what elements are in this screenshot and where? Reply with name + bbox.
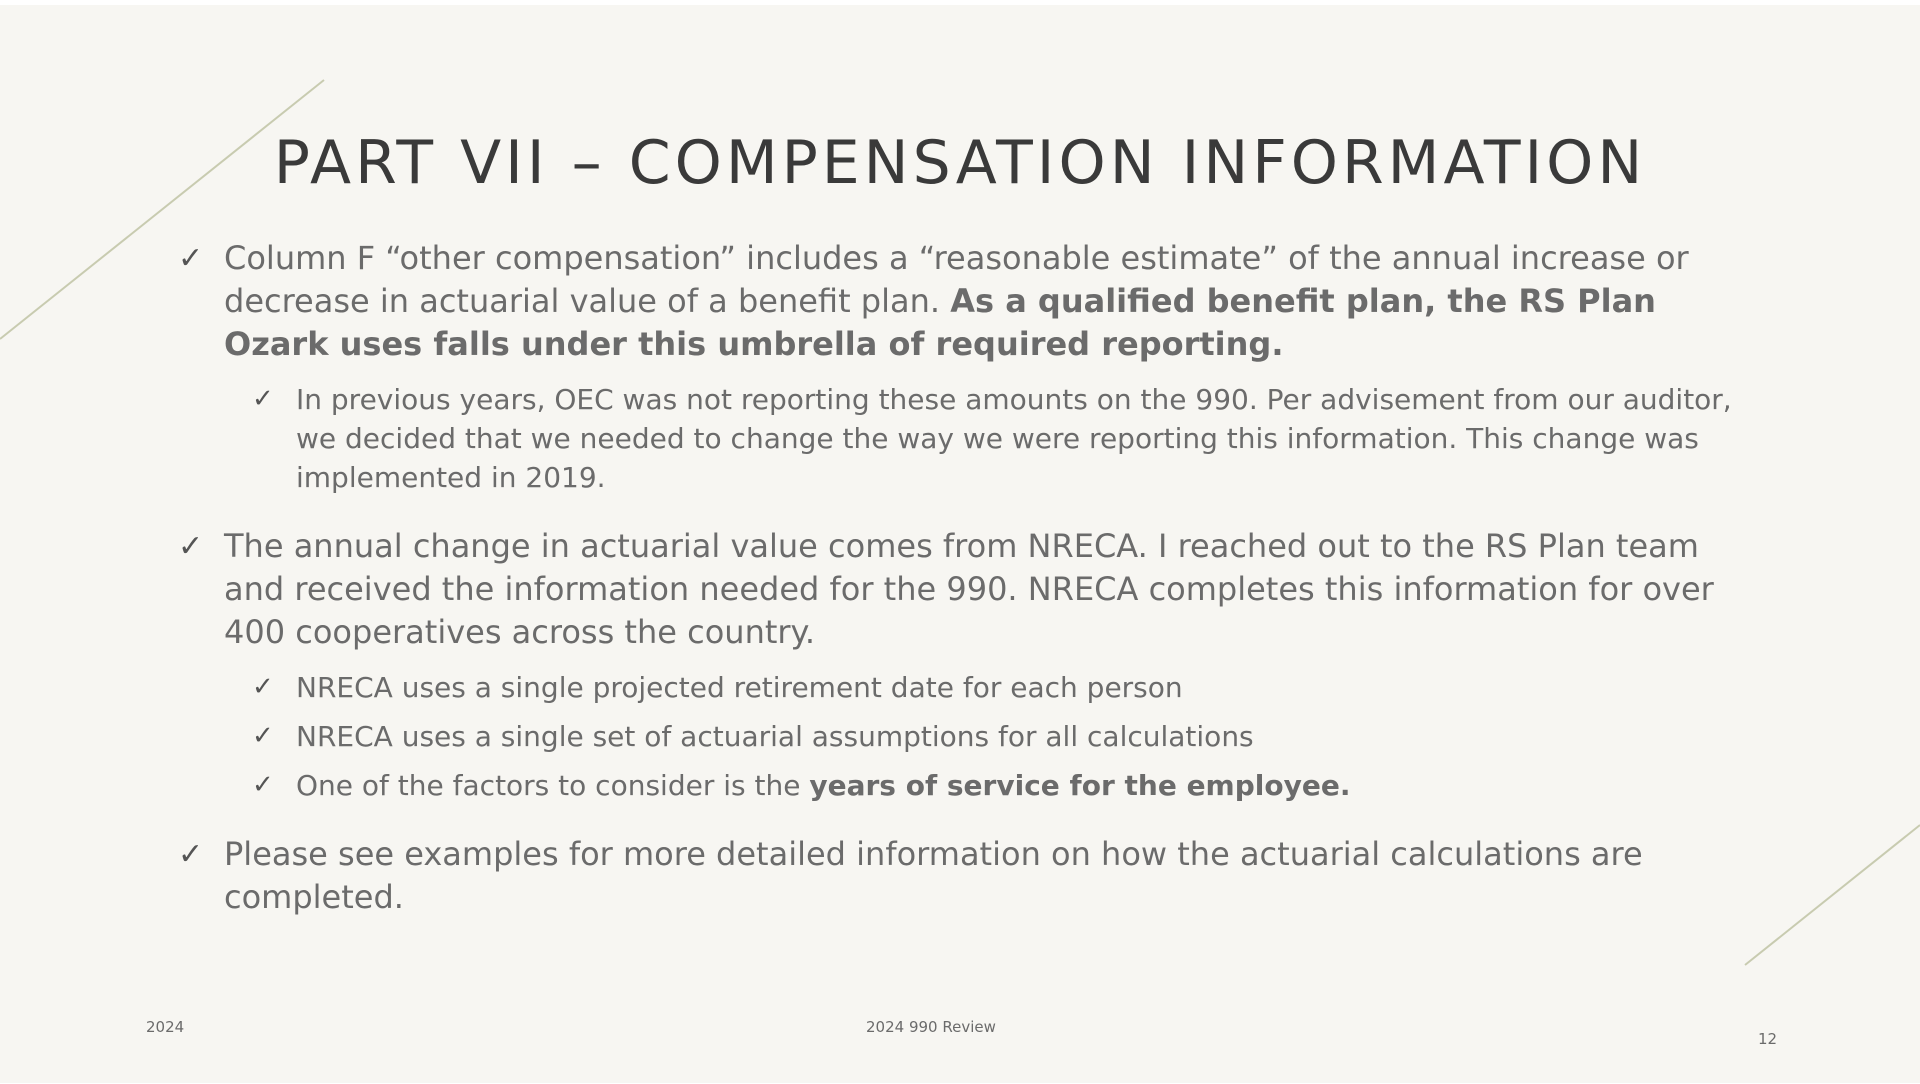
sub-bullet-years-of-service (178, 766, 1758, 805)
decorative-line-bottom-right (1745, 825, 1920, 965)
sub-bullet-text: One of the factors to consider is the (296, 769, 810, 802)
page-number: 12 (1758, 1030, 1778, 1048)
footer-date: 2024 (146, 1018, 185, 1036)
bullet-text: Column F “other compensation” includes a “reasonable estimate” of the annual increase or decrease in actuarial value of a benefit plan. (224, 239, 1689, 320)
slide (0, 5, 1920, 1083)
checkmark-icon: ✓ (252, 672, 274, 702)
bullet-examples (178, 833, 1758, 919)
slide-content (178, 237, 1758, 933)
bullet-bold-text: As a qualified benefit plan, the RS Plan Ozark uses falls under this umbrella of required reporting. (224, 282, 1656, 363)
bullet-text: The annual change in actuarial value comes from NRECA. I reached out to the RS Plan team and received the information needed for the 990. NRECA completes this information for over 400 cooperatives across the country. (224, 527, 1714, 651)
checkmark-icon: ✓ (252, 770, 274, 800)
checkmark-icon: ✓ (178, 837, 204, 872)
checkmark-icon: ✓ (252, 721, 274, 751)
checkmark-icon: ✓ (252, 384, 274, 414)
slide-title: PART VII – COMPENSATION INFORMATION (273, 128, 1647, 198)
bullet-text: Please see examples for more detailed information on how the actuarial calculations are completed. (224, 835, 1643, 916)
sub-bullet-text: NRECA uses a single set of actuarial assumptions for all calculations (296, 720, 1254, 753)
checkmark-icon: ✓ (178, 241, 204, 276)
sub-bullet-previous-years (178, 380, 1758, 497)
sub-bullets-column-f (178, 380, 1758, 497)
sub-bullets-nreca (178, 668, 1758, 805)
sub-bullet-assumptions (178, 717, 1758, 756)
sub-bullet-text: NRECA uses a single projected retirement date for each person (296, 671, 1183, 704)
footer-title: 2024 990 Review (866, 1018, 996, 1036)
checkmark-icon: ✓ (178, 529, 204, 564)
sub-bullet-text: In previous years, OEC was not reporting these amounts on the 990. Per advisement from our auditor, we decided that we needed to change the way we were reporting this information. This change was implemented in 2019. (296, 383, 1732, 494)
sub-bullet-bold-text: years of service for the employee. (809, 769, 1351, 802)
bullet-column-f (178, 237, 1758, 366)
sub-bullet-retirement-date (178, 668, 1758, 707)
bullet-nreca (178, 525, 1758, 654)
